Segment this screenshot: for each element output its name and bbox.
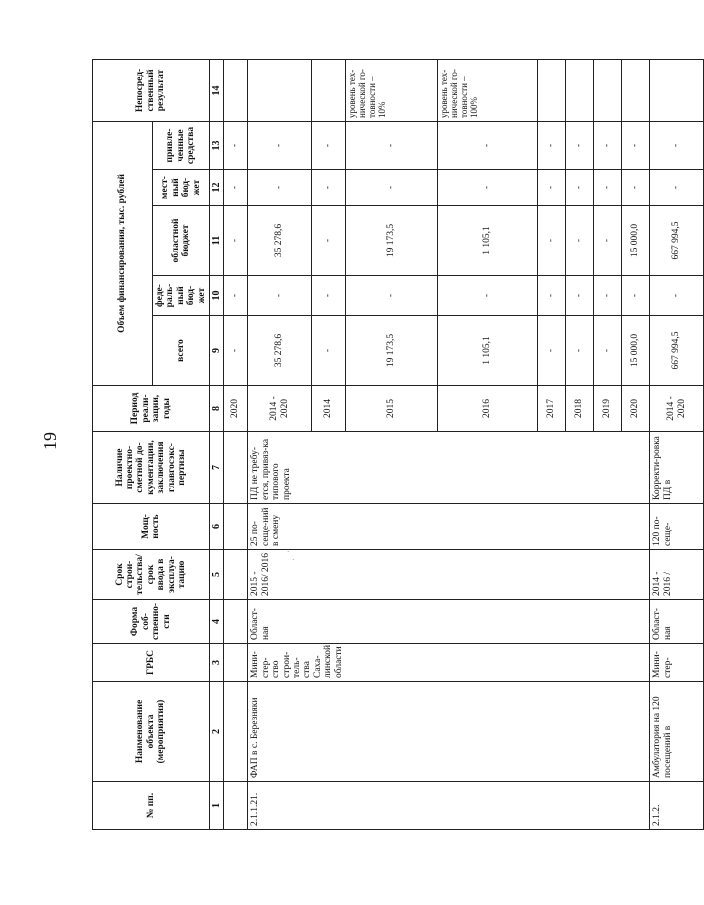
cell-ownership: Област-ная	[650, 600, 704, 644]
cell-local: -	[538, 170, 566, 206]
cell-federal: -	[622, 276, 650, 316]
cell-total: 15 000,0	[622, 316, 650, 386]
cell-total: -	[594, 316, 622, 386]
cell-local: -	[622, 170, 650, 206]
cell-year: 2016	[438, 386, 538, 432]
cell-year: 2014	[312, 386, 346, 432]
cell-attracted: -	[650, 121, 704, 169]
cell-federal: -	[594, 276, 622, 316]
cell-local: -	[594, 170, 622, 206]
header-psd: Наличие проектно-сметной до-кументации, заключения главгосэкс-пертизы	[93, 432, 210, 504]
cell-local: -	[438, 170, 538, 206]
header-capacity: Мощ-ность	[93, 504, 210, 550]
cell-year: 2014 - 2020	[248, 386, 312, 432]
col-number: 12	[210, 170, 224, 206]
cell-name: ФАП в с. Березняки	[248, 682, 650, 782]
col-number: 1	[210, 782, 224, 830]
cell-regional: -	[538, 206, 566, 276]
cell-year: 2020	[224, 386, 248, 432]
cell-attracted: -	[312, 121, 346, 169]
col-number: 14	[210, 59, 224, 121]
header-total: всего	[153, 316, 210, 386]
cell-result	[312, 59, 346, 121]
header-period: Период реали-зации, годы	[93, 386, 210, 432]
cell-num: 2.1.1.21.	[248, 782, 650, 830]
cell-year: 2015	[346, 386, 438, 432]
cell-year: 2019	[594, 386, 622, 432]
cell-local: -	[566, 170, 594, 206]
cell-regional: 19 173,5	[346, 206, 438, 276]
header-name: Наименование объекта (мероприятия)	[93, 682, 210, 782]
cell-result	[248, 59, 312, 121]
cell-ownership: Област-ная	[248, 600, 650, 644]
cell-regional: -	[594, 206, 622, 276]
cell-psd: Корректи-ровка ПД в	[650, 432, 704, 504]
cell-attracted: -	[438, 121, 538, 169]
cell-result: уровень тех-нической го-товности – 10%	[346, 59, 438, 121]
cell-term	[224, 550, 248, 600]
cell-federal: -	[248, 276, 312, 316]
col-number: 9	[210, 316, 224, 386]
cell-capacity: 25 по-сеще-ний в смену	[248, 504, 650, 550]
cell-result: уровень тех-нической го-товности – 100%	[438, 59, 538, 121]
cell-total: -	[566, 316, 594, 386]
col-number: 2	[210, 682, 224, 782]
cell-regional: 1 105,1	[438, 206, 538, 276]
cell-attracted: -	[594, 121, 622, 169]
header-federal: феде-раль-ный бюд-жет	[153, 276, 210, 316]
cell-psd	[224, 432, 248, 504]
cell-total: -	[538, 316, 566, 386]
cell-year: 2020	[622, 386, 650, 432]
cell-psd: ПД не требу-ется, привяз-ка типового проекта	[248, 432, 650, 504]
cell-local: -	[346, 170, 438, 206]
cell-total: 19 173,5	[346, 316, 438, 386]
cell-year: 2017	[538, 386, 566, 432]
cell-regional: -	[312, 206, 346, 276]
cell-num: 2.1.2.	[650, 782, 704, 830]
page-number: 19	[40, 432, 60, 450]
col-number: 4	[210, 600, 224, 644]
cell-term: 2015 - 2016/ 2016	[248, 550, 650, 600]
col-number: 3	[210, 644, 224, 682]
cell-name: Амбулатория на 120 посещений в	[650, 682, 704, 782]
cell-federal: -	[312, 276, 346, 316]
cell-attracted: -	[248, 121, 312, 169]
cell-local: -	[224, 170, 248, 206]
cell-term: 2014 - 2016 /	[650, 550, 704, 600]
cell-local: -	[248, 170, 312, 206]
cell-total: 35 278,6	[248, 316, 312, 386]
cell-grbs: Мини-стер-	[650, 644, 704, 682]
cell-result	[622, 59, 650, 121]
cell-attracted: -	[538, 121, 566, 169]
financing-table	[92, 59, 704, 830]
col-number: 11	[210, 206, 224, 276]
cell-federal: -	[650, 276, 704, 316]
cell-attracted: -	[224, 121, 248, 169]
col-number: 5	[210, 550, 224, 600]
col-number: 10	[210, 276, 224, 316]
cell-name	[224, 682, 248, 782]
cell-year: 2014 - 2020	[650, 386, 704, 432]
cell-regional: 35 278,6	[248, 206, 312, 276]
cell-attracted: -	[566, 121, 594, 169]
header-attracted: привле-ченные средства	[153, 121, 210, 169]
cell-local: -	[650, 170, 704, 206]
rotated-table-container	[92, 60, 687, 830]
cell-ownership	[224, 600, 248, 644]
header-grbs: ГРБС	[93, 644, 210, 682]
table-row	[224, 59, 248, 829]
table-row	[248, 59, 312, 829]
scan-mark: ·	[287, 548, 290, 556]
cell-federal: -	[438, 276, 538, 316]
header-ownership: Форма соб-ственно-сти	[93, 600, 210, 644]
cell-total: -	[312, 316, 346, 386]
col-number: 6	[210, 504, 224, 550]
col-number: 7	[210, 432, 224, 504]
cell-result	[594, 59, 622, 121]
scan-mark: ·	[292, 556, 295, 564]
cell-regional: -	[566, 206, 594, 276]
cell-attracted: -	[622, 121, 650, 169]
header-local: мест-ный бюд-жет	[153, 170, 210, 206]
col-number: 13	[210, 121, 224, 169]
cell-regional: 667 994,5	[650, 206, 704, 276]
cell-num	[224, 782, 248, 830]
table-row	[650, 59, 704, 829]
cell-grbs	[224, 644, 248, 682]
cell-year: 2018	[566, 386, 594, 432]
cell-result	[650, 59, 704, 121]
cell-federal: -	[224, 276, 248, 316]
cell-capacity	[224, 504, 248, 550]
cell-regional: -	[224, 206, 248, 276]
col-number: 8	[210, 386, 224, 432]
header-result: Непосред-ственный результат	[93, 59, 210, 121]
header-regional: областной бюджет	[153, 206, 210, 276]
cell-federal: -	[566, 276, 594, 316]
header-financing-group: Объем финансирования, тыс. рублей	[93, 121, 153, 385]
header-term: Срок строи-тельства/срок ввода в эксплуа-тацию	[93, 550, 210, 600]
cell-result	[566, 59, 594, 121]
cell-total: -	[224, 316, 248, 386]
cell-grbs: Мини-стер-ство строи-тель-ства Саха-линской области	[248, 644, 650, 682]
header-num: № пп.	[93, 782, 210, 830]
cell-federal: -	[346, 276, 438, 316]
cell-regional: 15 000,0	[622, 206, 650, 276]
cell-local: -	[312, 170, 346, 206]
cell-capacity: 120 по-сеще-	[650, 504, 704, 550]
cell-total: 667 994,5	[650, 316, 704, 386]
cell-total: 1 105,1	[438, 316, 538, 386]
cell-federal: -	[538, 276, 566, 316]
cell-attracted: -	[346, 121, 438, 169]
cell-result	[224, 59, 248, 121]
cell-result	[538, 59, 566, 121]
